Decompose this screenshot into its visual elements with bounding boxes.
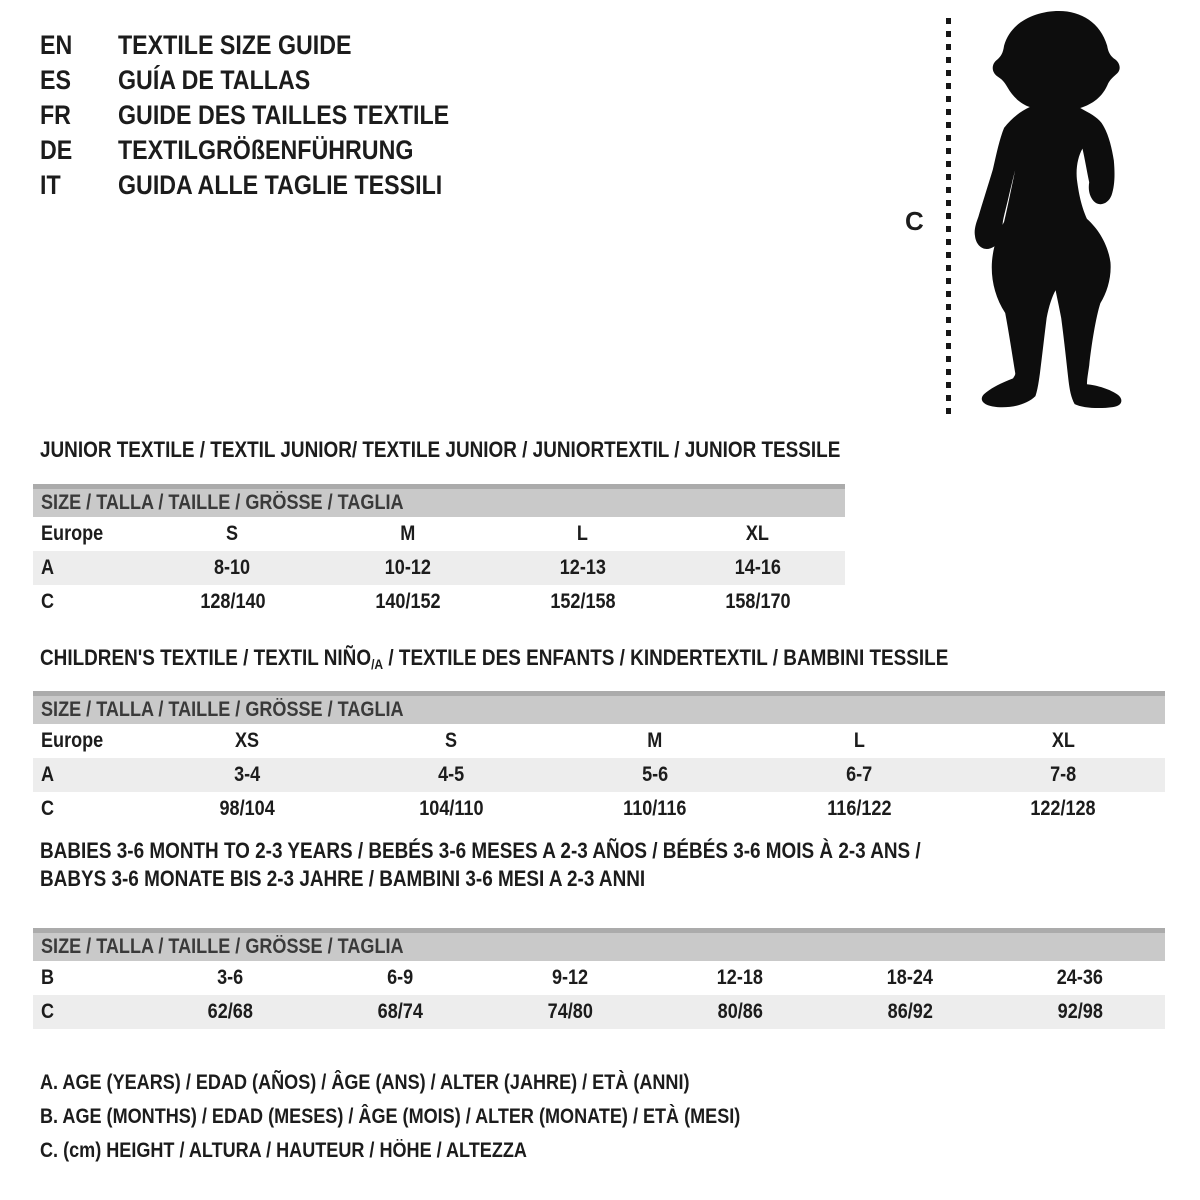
- legend-line-a: [40, 1066, 854, 1100]
- junior-age-value: 8-10: [214, 556, 251, 579]
- children-size-header-band: [33, 691, 1165, 724]
- children-height-value: 98/104: [219, 797, 275, 820]
- children-age-value: 4-5: [437, 763, 465, 786]
- children-age-row: [33, 758, 1165, 792]
- lang-code-es: ES: [40, 65, 71, 95]
- junior-size-table: [33, 484, 845, 619]
- children-size-s: S: [444, 729, 458, 752]
- children-height-value: 110/116: [623, 797, 687, 820]
- junior-section-title-text: JUNIOR TEXTILE / TEXTIL JUNIOR/ TEXTILE JUNIOR / JUNIORTEXTIL / JUNIOR TESSILE: [40, 437, 841, 462]
- children-height-value: 116/122: [826, 797, 892, 820]
- children-height-value: 104/110: [418, 797, 484, 820]
- children-size-l: L: [853, 729, 865, 752]
- junior-size-xl: XL: [745, 522, 770, 545]
- junior-size-header-text: SIZE / TALLA / TAILLE / GRÖSSE / TAGLIA: [41, 491, 404, 514]
- junior-age-value: 14-16: [734, 556, 781, 579]
- children-height-value: 122/128: [1030, 797, 1096, 820]
- junior-height-value: 152/158: [549, 590, 616, 613]
- children-section-title: [40, 644, 1096, 678]
- legend-line-a-text: A. AGE (YEARS) / EDAD (AÑOS) / ÂGE (ANS) / ALTER (JAHRE) / ETÀ (ANNI): [40, 1071, 690, 1094]
- babies-title-line2: BABYS 3-6 MONATE BIS 2-3 JAHRE / BAMBINI 3-6 MESI A 2-3 ANNI: [40, 866, 646, 891]
- lang-row-es: [40, 63, 503, 98]
- language-title-list: [40, 28, 503, 203]
- height-measure-dashed-line: [946, 18, 951, 416]
- lang-row-en: [40, 28, 503, 63]
- figure-height-label: C: [905, 206, 924, 236]
- babies-months-value: 9-12: [551, 966, 589, 989]
- babies-title-line1: BABIES 3-6 MONTH TO 2-3 YEARS / BEBÉS 3-6 MESES A 2-3 AÑOS / BÉBÉS 3-6 MOIS À 2-3 ANS /: [40, 838, 921, 863]
- children-age-value: 7-8: [1049, 763, 1077, 786]
- legend-line-b: [40, 1100, 854, 1134]
- babies-size-table: [33, 928, 1165, 1029]
- babies-size-header-text: SIZE / TALLA / TAILLE / GRÖSSE / TAGLIA: [41, 935, 404, 958]
- babies-height-value: 62/68: [207, 1000, 253, 1023]
- lang-title-it: GUIDA ALLE TAGLIE TESSILI: [118, 170, 443, 200]
- children-sizes-row: [33, 724, 1165, 758]
- babies-months-value: 12-18: [716, 966, 764, 989]
- children-size-xs: XS: [234, 729, 260, 752]
- babies-months-value: 18-24: [886, 966, 934, 989]
- children-size-m: M: [647, 729, 663, 752]
- babies-height-row-label: C: [41, 1000, 55, 1023]
- babies-months-row-label: B: [41, 966, 55, 989]
- children-section-title-text: [40, 644, 948, 678]
- junior-size-m: M: [399, 522, 416, 545]
- junior-size-l: L: [576, 522, 589, 545]
- babies-height-value: 68/74: [377, 1000, 423, 1023]
- junior-height-value: 158/170: [724, 590, 791, 613]
- babies-height-value: 80/86: [717, 1000, 763, 1023]
- lang-code-it: IT: [40, 170, 61, 200]
- junior-age-value: 10-12: [384, 556, 431, 579]
- children-age-value: 5-6: [641, 763, 669, 786]
- junior-height-value: 140/152: [374, 590, 441, 613]
- babies-height-value: 92/98: [1057, 1000, 1103, 1023]
- lang-title-de: TEXTILGRÖßENFÜHRUNG: [118, 135, 414, 165]
- children-title-subscript: /A: [371, 656, 384, 672]
- toddler-silhouette-image: [966, 8, 1134, 414]
- children-region-label: Europe: [41, 729, 104, 752]
- junior-size-header-band: [33, 484, 845, 517]
- babies-height-value: 86/92: [887, 1000, 933, 1023]
- junior-region-label: Europe: [41, 522, 104, 545]
- junior-sizes-row: [33, 517, 845, 551]
- lang-title-en: TEXTILE SIZE GUIDE: [118, 30, 352, 60]
- babies-section-title: [40, 837, 1064, 893]
- legend: [40, 1066, 854, 1168]
- legend-line-b-text: B. AGE (MONTHS) / EDAD (MESES) / ÂGE (MOIS) / ALTER (MONATE) / ETÀ (MESI): [40, 1105, 741, 1128]
- lang-code-de: DE: [40, 135, 73, 165]
- children-age-row-label: A: [41, 763, 55, 786]
- lang-row-de: [40, 133, 503, 168]
- children-height-row-label: C: [41, 797, 55, 820]
- children-size-table: [33, 691, 1165, 826]
- lang-row-it: [40, 168, 503, 203]
- babies-months-value: 24-36: [1056, 966, 1104, 989]
- children-age-value: 3-4: [233, 763, 261, 786]
- children-height-row: [33, 792, 1165, 826]
- children-title-prefix: CHILDREN'S TEXTILE / TEXTIL NIÑO: [40, 645, 372, 670]
- babies-months-value: 6-9: [386, 966, 414, 989]
- lang-title-fr: GUIDE DES TAILLES TEXTILE: [118, 100, 450, 130]
- junior-height-value: 128/140: [199, 590, 266, 613]
- lang-code-en: EN: [40, 30, 73, 60]
- lang-title-es: GUÍA DE TALLAS: [118, 65, 311, 95]
- junior-height-row-label: C: [41, 590, 55, 613]
- babies-months-value: 3-6: [216, 966, 244, 989]
- children-title-suffix: / TEXTILE DES ENFANTS / KINDERTEXTIL / BAMBINI TESSILE: [383, 645, 949, 670]
- legend-line-c-text: C. (cm) HEIGHT / ALTURA / HAUTEUR / HÖHE / ALTEZZA: [40, 1139, 527, 1162]
- legend-line-c: [40, 1134, 854, 1168]
- children-size-header-text: SIZE / TALLA / TAILLE / GRÖSSE / TAGLIA: [41, 698, 404, 721]
- junior-size-s: S: [226, 522, 239, 545]
- junior-age-value: 12-13: [559, 556, 606, 579]
- children-size-xl: XL: [1051, 729, 1075, 752]
- junior-age-row-label: A: [41, 556, 55, 579]
- junior-age-row: [33, 551, 845, 585]
- babies-size-header-band: [33, 928, 1165, 961]
- babies-months-row: [33, 961, 1165, 995]
- babies-height-row: [33, 995, 1165, 1029]
- lang-row-fr: [40, 98, 503, 133]
- junior-section-title: [40, 436, 971, 464]
- children-age-value: 6-7: [845, 763, 873, 786]
- babies-height-value: 74/80: [547, 1000, 593, 1023]
- junior-height-row: [33, 585, 845, 619]
- lang-code-fr: FR: [40, 100, 71, 130]
